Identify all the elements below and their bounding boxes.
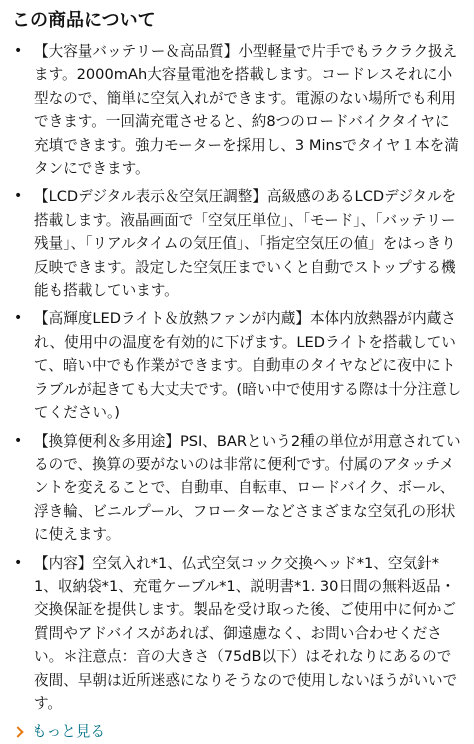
feature-item-battery: [12, 40, 462, 180]
feature-item-units: [12, 430, 462, 547]
section-title: この商品について: [12, 10, 156, 31]
see-more-link[interactable]: [12, 720, 462, 744]
feature-text: 【高輝度LEDライト＆放熱ファンが内蔵】本体内放熱器が内蔵され、使用中の温度を有効的に下げます。LEDライトを搭載していて、暗い中でも作業ができます。自動車のタイヤなどに夜中にトラブルが起きても大丈夫です。(暗い中で使用する際は十分注意してください。): [34, 310, 462, 422]
bullet-icon: •: [14, 188, 23, 205]
bullet-icon: •: [14, 310, 23, 327]
feature-item-led: [12, 307, 462, 424]
bullet-icon: •: [14, 43, 23, 59]
feature-item-contents: [12, 552, 462, 716]
feature-text: 【内容】空気入れ*1、仏式空気コック交換ヘッド*1、空気針*1、収納袋*1、充電ケーブル*1、説明書*1. 30日間の無料返品・交換保証を提供します。製品を受け取った後、ご使用中に何かご質問やアドバイスがあれば、御遠慮なく、お問い合わせください。＊注意点：音の大きさ（75dB以下）はそれなりにあるので夜間、早朝は近所迷惑になりそうなので使用しないほうがいいです。: [34, 554, 458, 712]
chevron-right-icon: [12, 727, 23, 738]
bullet-icon: •: [14, 432, 23, 449]
feature-item-lcd: [12, 185, 462, 302]
feature-list: [12, 40, 462, 715]
feature-text: 【換算便利＆多用途】PSI、BARという2種の単位が用意されているので、換算の要がないのは非常に便利です。付属のアタッチメントを変えることで、自動車、自転車、ロードバイク、ボール、浮き輪、ビニルプール、フローターなどさまざまな空気孔の形状に使えます。: [34, 432, 461, 544]
bullet-icon: •: [14, 554, 23, 571]
feature-text: 【LCDデジタル表示＆空気圧調整】高級感のあるLCDデジタルを搭載します。液晶画面で「空気圧単位」、「モード」、「バッテリー残量」、「リアルタイムの気圧值」、「指定空気圧の値」をはっきり反映できます。設定した空気圧までいくと自動でストップする機能も搭載しています。: [34, 188, 457, 300]
feature-text: 【大容量バッテリー＆高品質】小型軽量で片手でもラクラク扱えます。2000mAh大容量電池を搭載します。コードレスそれに小型なので、簡単に空気入れができます。電源のない場所でも利用できます。一回満充電させると、約8つのロードバイクタイヤに充填できます。強力モーターを採用し、3 Minsでタイヤ１本を満タンにできます。: [34, 43, 459, 178]
see-more-label: もっと見る: [32, 723, 105, 741]
